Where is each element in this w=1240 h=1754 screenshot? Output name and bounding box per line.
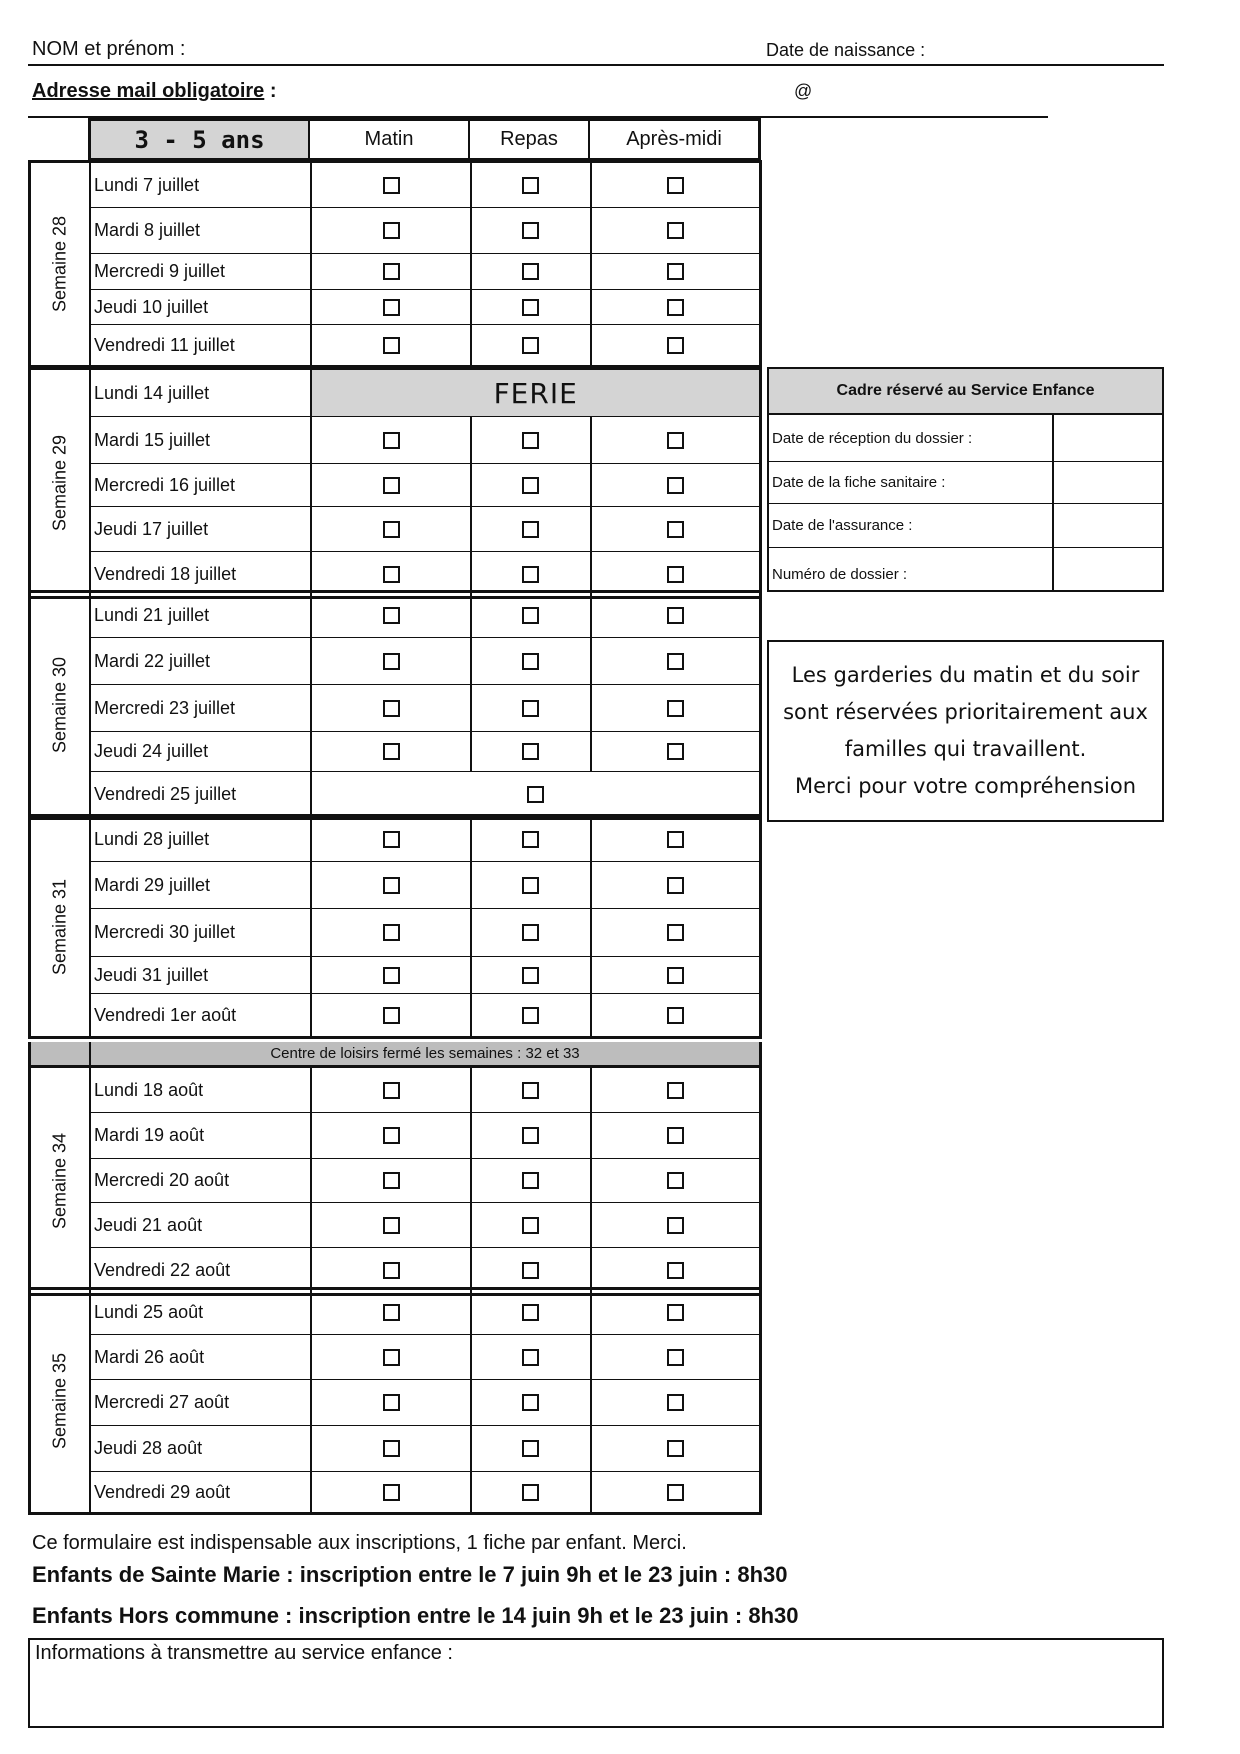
checkbox[interactable]	[522, 299, 539, 316]
checkbox[interactable]	[522, 1007, 539, 1024]
checkbox[interactable]	[667, 1484, 684, 1501]
matin-cell	[310, 163, 470, 207]
checkbox[interactable]	[667, 1172, 684, 1189]
repas-cell	[470, 1472, 590, 1512]
apres-midi-cell	[590, 638, 759, 684]
service-enfance-frame	[767, 367, 1164, 592]
repas-cell	[470, 1426, 590, 1471]
apres-midi-cell	[590, 957, 759, 993]
day-label: Vendredi 25 juillet	[94, 784, 237, 804]
table-row	[91, 325, 759, 365]
week-label	[31, 593, 91, 817]
day-label: Lundi 7 juillet	[94, 174, 200, 195]
day-label: Mercredi 20 août	[94, 1170, 230, 1190]
table-header	[88, 118, 761, 160]
col-repas: Repas	[468, 121, 588, 158]
repas-cell	[470, 163, 590, 207]
checkbox[interactable]	[522, 924, 539, 941]
checkbox[interactable]	[667, 1262, 684, 1279]
week-label	[31, 817, 91, 1036]
repas-cell	[470, 325, 590, 365]
table-row	[91, 1426, 759, 1472]
age-group: 3 - 5 ans	[91, 121, 308, 158]
table-row	[91, 254, 759, 290]
apres-midi-cell	[590, 1113, 759, 1158]
service-row-value[interactable]	[1054, 462, 1162, 503]
day-label: Mardi 29 juillet	[94, 874, 211, 895]
checkbox[interactable]	[383, 299, 400, 316]
matin-cell	[310, 325, 470, 365]
col-matin: Matin	[308, 121, 468, 158]
table-row	[91, 909, 759, 957]
name-line[interactable]	[28, 64, 1164, 66]
day-label: Jeudi 10 juillet	[94, 296, 209, 317]
checkbox[interactable]	[383, 477, 400, 494]
checkbox[interactable]	[383, 1172, 400, 1189]
day-label: Mardi 22 juillet	[94, 650, 211, 671]
day-label: Mardi 19 août	[94, 1125, 205, 1145]
day-label: Vendredi 11 juillet	[94, 334, 235, 355]
footer-note: Ce formulaire est indispensable aux inscriptions, 1 fiche par enfant. Merci.	[32, 1532, 687, 1554]
checkbox[interactable]	[383, 1440, 400, 1457]
day-label: Jeudi 17 juillet	[94, 518, 209, 539]
matin-cell	[310, 957, 470, 993]
day-label: Mercredi 16 juillet	[94, 474, 236, 495]
checkbox[interactable]	[667, 1440, 684, 1457]
repas-cell	[470, 593, 590, 637]
apres-midi-cell	[590, 1068, 759, 1112]
repas-cell	[470, 732, 590, 771]
matin-cell	[310, 994, 470, 1036]
week-label-text: Semaine 35	[49, 1352, 70, 1450]
apres-midi-cell	[590, 909, 759, 956]
checkbox[interactable]	[522, 337, 539, 354]
checkbox[interactable]	[522, 1082, 539, 1099]
checkbox[interactable]	[383, 177, 400, 194]
checkbox[interactable]	[522, 1394, 539, 1411]
day-label: Lundi 14 juillet	[94, 382, 210, 403]
checkbox[interactable]	[383, 222, 400, 239]
table-row	[91, 1472, 759, 1512]
apres-midi-cell	[590, 290, 759, 324]
checkbox[interactable]	[522, 967, 539, 984]
matin-cell	[310, 507, 470, 551]
apres-midi-cell	[590, 208, 759, 253]
checkbox[interactable]	[383, 653, 400, 670]
week-block	[28, 1065, 762, 1296]
service-row	[769, 504, 1162, 548]
checkbox[interactable]	[667, 1082, 684, 1099]
apres-midi-cell	[590, 817, 759, 861]
checkbox[interactable]	[383, 1217, 400, 1234]
email-label-text: Adresse mail obligatoire	[32, 80, 265, 102]
day-label: Jeudi 24 juillet	[94, 741, 209, 761]
checkbox[interactable]	[667, 967, 684, 984]
repas-cell	[470, 638, 590, 684]
apres-midi-cell	[590, 1472, 759, 1512]
repas-cell	[470, 254, 590, 289]
repas-cell	[470, 290, 590, 324]
table-row	[91, 208, 759, 254]
repas-cell	[470, 957, 590, 993]
closed-weeks-note: Centre de loisirs fermé les semaines : 32 et 33	[91, 1042, 759, 1065]
week-label	[31, 1290, 91, 1512]
table-row	[91, 1113, 759, 1159]
email-colon: :	[264, 80, 277, 102]
checkbox[interactable]	[383, 1394, 400, 1411]
notice-line: Merci pour votre compréhension	[794, 774, 1137, 798]
matin-cell	[310, 1113, 470, 1158]
checkbox[interactable]	[383, 432, 400, 449]
apres-midi-cell	[590, 685, 759, 731]
day-label: Lundi 28 juillet	[94, 828, 210, 849]
apres-midi-cell	[590, 593, 759, 637]
repas-cell	[470, 994, 590, 1036]
service-row	[769, 548, 1162, 590]
matin-cell	[310, 685, 470, 731]
service-row	[769, 415, 1162, 462]
day-label: Vendredi 18 juillet	[94, 563, 237, 584]
repas-cell	[470, 909, 590, 956]
table-row	[91, 1159, 759, 1203]
notice-line: familles qui travaillent.	[844, 737, 1087, 761]
day-label: Lundi 18 août	[94, 1079, 204, 1100]
checkbox[interactable]	[383, 743, 400, 760]
notice-line: Les garderies du matin et du soir	[791, 663, 1140, 687]
matin-cell	[310, 1203, 470, 1247]
apres-midi-cell	[590, 1203, 759, 1247]
table-row	[91, 1290, 759, 1335]
checkbox[interactable]	[383, 566, 400, 583]
checkbox[interactable]	[527, 786, 544, 803]
matin-cell	[310, 208, 470, 253]
repas-cell	[470, 1159, 590, 1202]
day-label: Vendredi 1er août	[94, 1004, 237, 1025]
checkbox[interactable]	[667, 743, 684, 760]
checkbox[interactable]	[383, 967, 400, 984]
table-row	[91, 994, 759, 1036]
day-label: Jeudi 21 août	[94, 1214, 203, 1235]
ferie-label: FERIE	[310, 370, 759, 416]
week-label-text: Semaine 31	[49, 878, 70, 975]
apres-midi-cell	[590, 732, 759, 771]
service-row-value[interactable]	[1054, 504, 1162, 547]
table-row	[91, 957, 759, 994]
checkbox[interactable]	[522, 1349, 539, 1366]
matin-cell	[310, 593, 470, 637]
apres-midi-cell	[590, 1290, 759, 1334]
checkbox[interactable]	[522, 1484, 539, 1501]
checkbox[interactable]	[667, 653, 684, 670]
service-row-label: Date de l'assurance :	[769, 504, 1054, 547]
checkbox[interactable]	[522, 877, 539, 894]
table-row	[91, 817, 759, 862]
checkbox[interactable]	[667, 877, 684, 894]
week-label-text: Semaine 28	[49, 215, 70, 313]
table-row	[91, 1380, 759, 1426]
apres-midi-cell	[590, 163, 759, 207]
apres-midi-cell	[590, 1335, 759, 1379]
checkbox[interactable]	[383, 1127, 400, 1144]
matin-cell	[310, 862, 470, 908]
matin-cell	[310, 1159, 470, 1202]
checkbox[interactable]	[667, 263, 684, 280]
service-row-label: Numéro de dossier :	[769, 548, 1054, 590]
name-label: NOM et prénom :	[32, 38, 186, 60]
day-label: Vendredi 22 août	[94, 1260, 231, 1280]
notice-line: sont réservées prioritairement aux	[783, 700, 1148, 724]
week-label	[31, 370, 91, 596]
checkbox[interactable]	[383, 263, 400, 280]
checkbox[interactable]	[522, 1262, 539, 1279]
week-label-text: Semaine 34	[49, 1132, 70, 1229]
checkbox[interactable]	[667, 1349, 684, 1366]
day-label: Mardi 15 juillet	[94, 429, 211, 450]
week-block	[28, 1287, 762, 1515]
checkbox[interactable]	[522, 177, 539, 194]
checkbox[interactable]	[383, 924, 400, 941]
table-row	[91, 1335, 759, 1380]
table-row	[91, 732, 759, 772]
checkbox[interactable]	[383, 607, 400, 624]
week-block	[28, 160, 762, 368]
repas-cell	[470, 685, 590, 731]
table-row	[91, 290, 759, 325]
matin-cell	[310, 638, 470, 684]
checkbox[interactable]	[383, 877, 400, 894]
service-row-label: Date de réception du dossier :	[769, 415, 1054, 461]
checkbox[interactable]	[522, 1217, 539, 1234]
week-block	[28, 814, 762, 1039]
repas-cell	[470, 1335, 590, 1379]
day-label: Mercredi 30 juillet	[94, 922, 236, 942]
table-row	[91, 593, 759, 638]
full-day-cell	[310, 772, 759, 817]
checkbox[interactable]	[522, 831, 539, 848]
week-label-text: Semaine 29	[49, 434, 70, 532]
matin-cell	[310, 254, 470, 289]
service-row-value[interactable]	[1054, 415, 1162, 461]
matin-cell	[310, 1380, 470, 1425]
apres-midi-cell	[590, 1380, 759, 1425]
garderie-notice	[767, 640, 1164, 822]
apres-midi-cell	[590, 994, 759, 1036]
checkbox[interactable]	[522, 521, 539, 538]
apres-midi-cell	[590, 862, 759, 908]
checkbox[interactable]	[383, 1007, 400, 1024]
checkbox[interactable]	[383, 1349, 400, 1366]
checkbox[interactable]	[522, 1172, 539, 1189]
service-row	[769, 462, 1162, 504]
checkbox[interactable]	[667, 432, 684, 449]
table-row	[91, 1203, 759, 1248]
checkbox[interactable]	[522, 477, 539, 494]
repas-cell	[470, 1068, 590, 1112]
checkbox[interactable]	[522, 566, 539, 583]
day-label: Mercredi 27 août	[94, 1392, 230, 1412]
checkbox[interactable]	[667, 177, 684, 194]
day-label: Jeudi 28 août	[94, 1438, 203, 1458]
table-row	[91, 163, 759, 208]
checkbox[interactable]	[667, 700, 684, 717]
day-label: Lundi 21 juillet	[94, 604, 210, 625]
checkbox[interactable]	[667, 477, 684, 494]
matin-cell	[310, 817, 470, 861]
apres-midi-cell	[590, 254, 759, 289]
checkbox[interactable]	[522, 1440, 539, 1457]
week-label	[31, 163, 91, 365]
table-row	[91, 638, 759, 685]
table-row	[91, 370, 759, 417]
day-label: Mercredi 23 juillet	[94, 697, 236, 718]
repas-cell	[470, 817, 590, 861]
matin-cell	[310, 290, 470, 324]
day-label: Jeudi 31 juillet	[94, 964, 209, 985]
apres-midi-cell	[590, 464, 759, 506]
checkbox[interactable]	[667, 299, 684, 316]
checkbox[interactable]	[667, 831, 684, 848]
checkbox[interactable]	[383, 337, 400, 354]
checkbox[interactable]	[667, 1127, 684, 1144]
repas-cell	[470, 507, 590, 551]
matin-cell	[310, 909, 470, 956]
day-label: Mercredi 9 juillet	[94, 261, 226, 281]
hors-commune-dates: Enfants Hors commune : inscription entre le 14 juin 9h et le 23 juin : 8h30	[32, 1603, 799, 1628]
repas-cell	[470, 862, 590, 908]
table-row	[91, 507, 759, 552]
service-row-value[interactable]	[1054, 548, 1162, 590]
checkbox[interactable]	[383, 1082, 400, 1099]
info-label: Informations à transmettre au service enfance :	[35, 1642, 453, 1664]
week-block	[28, 590, 762, 820]
matin-cell	[310, 417, 470, 463]
apres-midi-cell	[590, 1426, 759, 1471]
day-label: Mardi 8 juillet	[94, 220, 201, 240]
repas-cell	[470, 1290, 590, 1334]
checkbox[interactable]	[667, 924, 684, 941]
checkbox[interactable]	[522, 743, 539, 760]
checkbox[interactable]	[667, 1394, 684, 1411]
repas-cell	[470, 464, 590, 506]
day-label: Mardi 26 août	[94, 1346, 205, 1367]
checkbox[interactable]	[383, 1304, 400, 1321]
table-row	[91, 685, 759, 732]
info-box[interactable]	[28, 1638, 1164, 1728]
checkbox[interactable]	[522, 700, 539, 717]
matin-cell	[310, 1472, 470, 1512]
checkbox[interactable]	[522, 432, 539, 449]
matin-cell	[310, 1068, 470, 1112]
table-row	[91, 1068, 759, 1113]
matin-cell	[310, 1335, 470, 1379]
checkbox[interactable]	[522, 263, 539, 280]
apres-midi-cell	[590, 325, 759, 365]
at-sign: @	[794, 81, 813, 101]
apres-midi-cell	[590, 507, 759, 551]
apres-midi-cell	[590, 417, 759, 463]
service-row-label: Date de la fiche sanitaire :	[769, 462, 1054, 503]
email-label	[32, 80, 277, 103]
table-row	[91, 862, 759, 909]
repas-cell	[470, 1113, 590, 1158]
week-block	[28, 367, 762, 599]
checkbox[interactable]	[667, 1007, 684, 1024]
checkbox[interactable]	[522, 1127, 539, 1144]
checkbox[interactable]	[522, 222, 539, 239]
checkbox[interactable]	[383, 1484, 400, 1501]
checkbox[interactable]	[667, 566, 684, 583]
table-row	[91, 464, 759, 507]
checkbox[interactable]	[667, 1304, 684, 1321]
checkbox[interactable]	[522, 653, 539, 670]
matin-cell	[310, 1426, 470, 1471]
day-label: Vendredi 29 août	[94, 1481, 231, 1502]
checkbox[interactable]	[383, 1262, 400, 1279]
repas-cell	[470, 1203, 590, 1247]
repas-cell	[470, 417, 590, 463]
repas-cell	[470, 1380, 590, 1425]
day-label: Lundi 25 août	[94, 1301, 204, 1322]
apres-midi-cell	[590, 1159, 759, 1202]
service-title: Cadre réservé au Service Enfance	[769, 369, 1162, 415]
table-row	[91, 772, 759, 817]
sainte-marie-dates: Enfants de Sainte Marie : inscription entre le 7 juin 9h et le 23 juin : 8h30	[32, 1562, 788, 1587]
checkbox[interactable]	[667, 337, 684, 354]
table-row	[91, 417, 759, 464]
matin-cell	[310, 1290, 470, 1334]
checkbox[interactable]	[383, 521, 400, 538]
col-apres-midi: Après-midi	[588, 121, 758, 158]
matin-cell	[310, 732, 470, 771]
closed-weeks-banner	[28, 1042, 762, 1065]
checkbox[interactable]	[383, 831, 400, 848]
week-label	[31, 1068, 91, 1293]
checkbox[interactable]	[667, 1217, 684, 1234]
week-label-text: Semaine 30	[49, 656, 70, 754]
birth-date-label: Date de naissance :	[766, 40, 926, 60]
repas-cell	[470, 208, 590, 253]
checkbox[interactable]	[522, 1304, 539, 1321]
checkbox[interactable]	[667, 607, 684, 624]
matin-cell	[310, 464, 470, 506]
checkbox[interactable]	[383, 700, 400, 717]
checkbox[interactable]	[667, 222, 684, 239]
checkbox[interactable]	[522, 607, 539, 624]
checkbox[interactable]	[667, 521, 684, 538]
